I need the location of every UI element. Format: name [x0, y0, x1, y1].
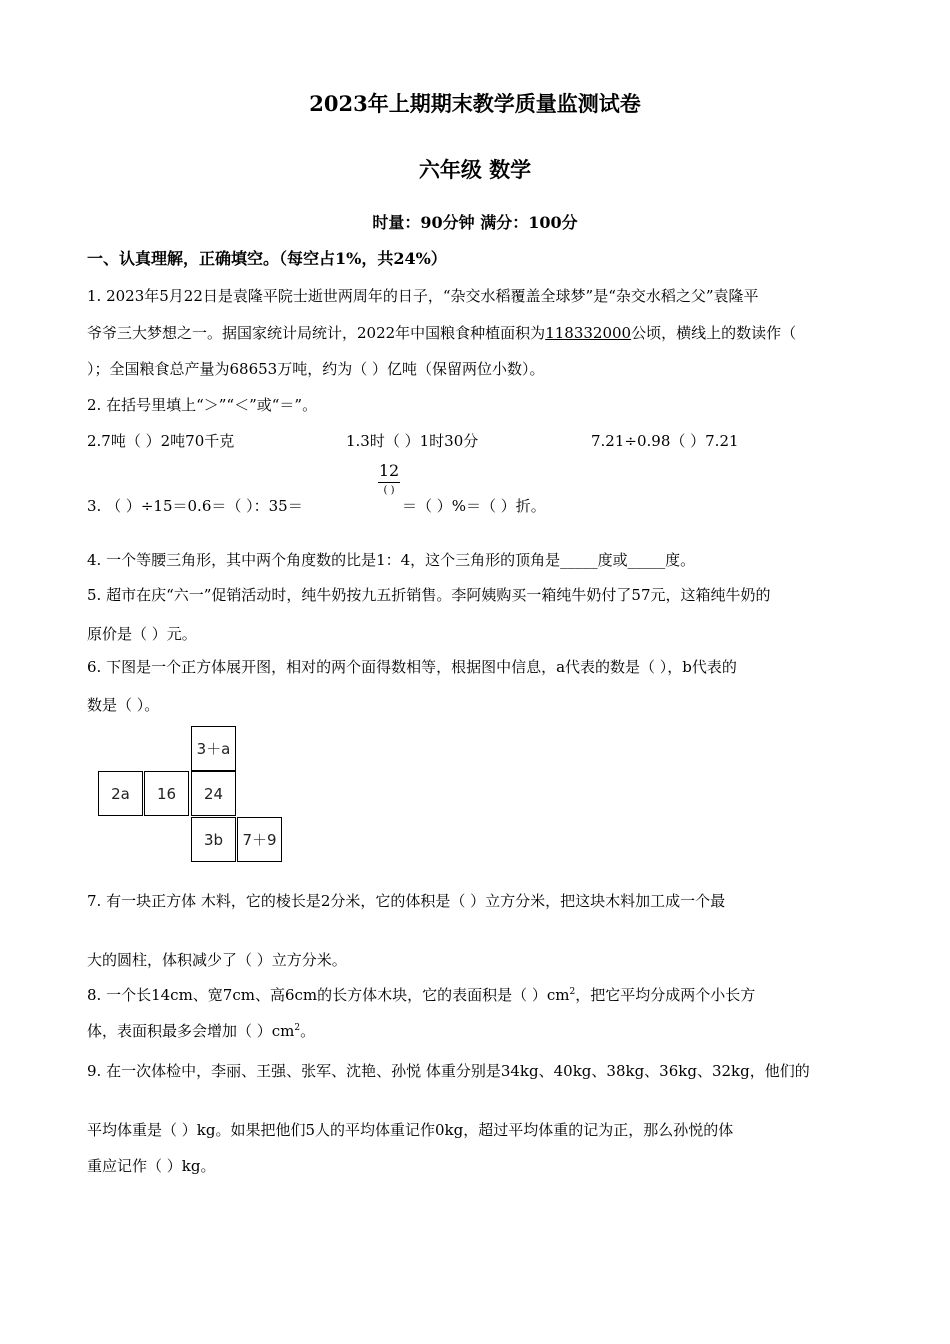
q3-fraction-denominator: ( ) [383, 485, 395, 496]
q8-line2 [87, 1021, 315, 1041]
q5-line2: 原价是（ ）元。 [87, 625, 197, 643]
q8-line1-b: ，把它平均分成两个小长方 [575, 986, 756, 1004]
exam-meta: 时量：90分钟 满分：100分 [372, 213, 578, 232]
q8-line2-sup: 2 [294, 1023, 301, 1033]
q1-line2 [87, 323, 796, 343]
q1-underlined-number: 118332000 [545, 324, 632, 342]
cube-net-face-16: 16 [144, 771, 189, 816]
cube-net-top-face: 3＋a [191, 726, 236, 771]
q9-line3: 重应记作（ ）kg。 [87, 1157, 216, 1175]
q3-fraction [378, 462, 400, 497]
q3-fraction-numerator: 12 [378, 461, 400, 480]
q4-line1: 4. 一个等腰三角形，其中两个角度数的比是1：4，这个三角形的顶角是_____度或_____度。 [87, 551, 696, 569]
q3-fraction-bar [378, 482, 400, 483]
q7-line1: 7. 有一块正方体 木料，它的棱长是2分米，它的体积是（ ）立方分米，把这块木料加工成一个最 [87, 892, 726, 910]
q3-after: ＝（ ）%＝（ ）折。 [402, 497, 546, 515]
q6-line1: 6. 下图是一个正方体展开图，相对的两个面得数相等，根据图中信息，a代表的数是（ ），b代表的 [87, 658, 737, 676]
q8-line1 [87, 985, 755, 1005]
exam-subtitle: 六年级 数学 [418, 157, 532, 182]
q2-item2: 1.3时（ ）1时30分 [346, 432, 479, 450]
q1-line2-a: 爷爷三大梦想之一。据国家统计局统计，2022年中国粮食种植面积为 [87, 324, 546, 342]
section-heading: 一、认真理解，正确填空。（每空占1%，共24%） [87, 249, 447, 268]
q8-line2-b: 。 [300, 1022, 316, 1040]
q1-line2-b: 公顷，横线上的数读作（ [631, 324, 797, 342]
q9-line1: 9. 在一次体检中，李丽、王强、张军、沈艳、孙悦 体重分别是34kg、40kg、38kg、36kg、32kg，他们的 [87, 1062, 810, 1080]
q2-line1: 2. 在括号里填上“＞”“＜”或“＝”。 [87, 396, 318, 414]
q8-line1-a: 8. 一个长14cm、宽7cm、高6cm的长方体木块，它的表面积是（ ）cm [87, 986, 570, 1004]
q7-line2: 大的圆柱，体积减少了（ ）立方分米。 [87, 951, 347, 969]
cube-net-face-2a: 2a [98, 771, 143, 816]
cube-net-bottom-face: 3b [191, 817, 236, 862]
q8-line1-sup: 2 [569, 987, 576, 997]
cube-net-right-face: 7＋9 [237, 817, 282, 862]
q2-item1: 2.7吨（ ）2吨70千克 [87, 432, 235, 450]
exam-title: 2023年上期期末教学质量监测试卷 [309, 91, 641, 116]
q6-line2: 数是（ ）。 [87, 696, 160, 714]
q2-item3: 7.21÷0.98（ ）7.21 [591, 432, 739, 450]
cube-net-center-face: 24 [191, 771, 236, 816]
q1-line1: 1. 2023年5月22日是袁隆平院士逝世两周年的日子，“杂交水稻覆盖全球梦”是“杂交水稻之父”袁隆平 [87, 287, 759, 305]
q9-line2: 平均体重是（ ）kg。如果把他们5人的平均体重记作0kg，超过平均体重的记为正，那么孙悦的体 [87, 1121, 734, 1139]
q3-before: 3. （ ）÷15＝0.6＝（ ）：35＝ [87, 497, 303, 515]
q5-line1: 5. 超市在庆“六一”促销活动时，纯牛奶按九五折销售。李阿姨购买一箱纯牛奶付了57元，这箱纯牛奶的 [87, 586, 771, 604]
q1-line3: ）；全国粮食总产量为68653万吨，约为（ ）亿吨（保留两位小数）。 [87, 360, 545, 378]
q8-line2-a: 体，表面积最多会增加（ ）cm [87, 1022, 295, 1040]
